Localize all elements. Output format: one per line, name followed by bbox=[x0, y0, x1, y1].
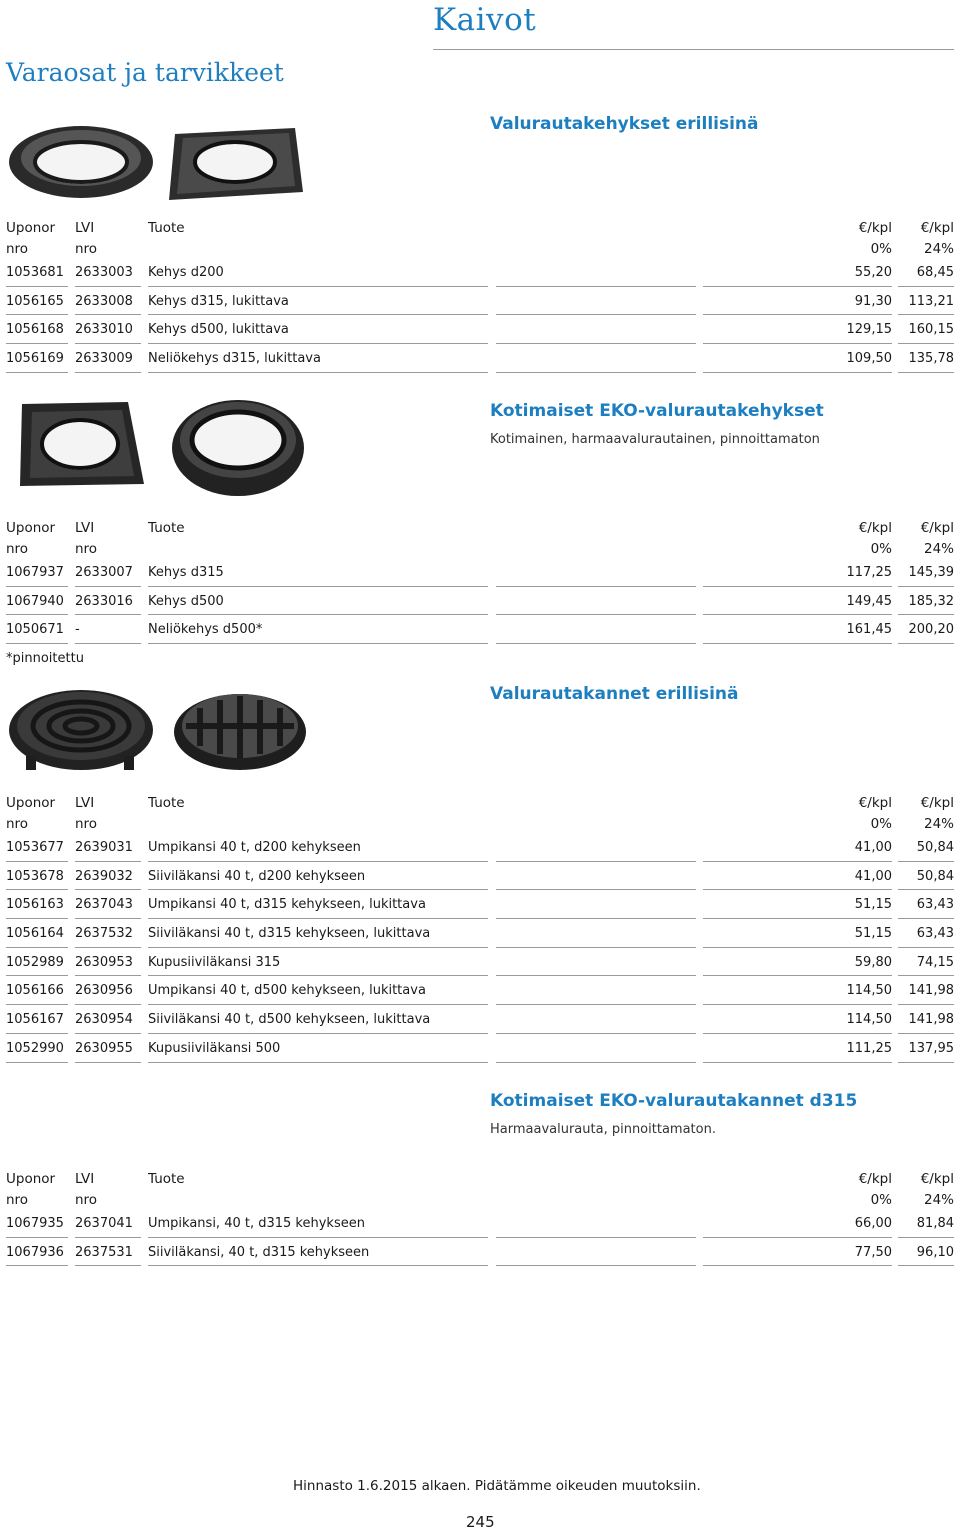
row-divider bbox=[703, 1033, 892, 1034]
row-divider bbox=[148, 343, 488, 344]
cell-tuote: Siiviläkansi, 40 t, d315 kehykseen bbox=[148, 1244, 370, 1260]
row-divider bbox=[75, 1062, 141, 1063]
col-price-24: €/kpl bbox=[920, 520, 954, 536]
row-divider bbox=[75, 975, 141, 976]
table-header-row bbox=[6, 218, 954, 239]
col-price-0: €/kpl bbox=[858, 520, 892, 536]
cell-tuote: Kehys d500 bbox=[148, 593, 224, 609]
row-divider bbox=[75, 314, 141, 315]
table-row bbox=[6, 835, 954, 864]
cell-tuote: Kehys d200 bbox=[148, 265, 224, 280]
cell-price-24: 160,15 bbox=[908, 322, 954, 338]
cell-lvi: 2633008 bbox=[75, 293, 133, 309]
col-uponor-nro: nro bbox=[6, 241, 29, 257]
row-divider bbox=[75, 614, 141, 615]
price-table-4 bbox=[6, 1169, 954, 1268]
col-vat-24: 24% bbox=[923, 241, 954, 257]
section-subheading-2: Kotimainen, harmaavalurautainen, pinnoittamaton bbox=[490, 432, 820, 447]
cover-grate-image bbox=[170, 680, 310, 775]
cell-lvi: 2630955 bbox=[75, 1040, 133, 1056]
table-row bbox=[6, 260, 954, 289]
table-header-row-2 bbox=[6, 1190, 954, 1211]
cell-uponor: 1056164 bbox=[6, 926, 64, 942]
row-divider bbox=[75, 286, 141, 287]
row-divider bbox=[148, 947, 488, 948]
row-divider bbox=[496, 286, 696, 287]
row-divider bbox=[75, 372, 141, 373]
row-divider bbox=[898, 889, 954, 890]
cover-solid-image bbox=[6, 680, 156, 775]
table-header-row bbox=[6, 518, 954, 539]
row-divider bbox=[898, 314, 954, 315]
row-divider bbox=[496, 314, 696, 315]
table-row bbox=[6, 617, 954, 646]
cell-price-0: 91,30 bbox=[854, 293, 892, 309]
cell-uponor: 1056166 bbox=[6, 983, 64, 999]
row-divider bbox=[496, 1237, 696, 1238]
row-divider bbox=[6, 1265, 68, 1266]
row-divider bbox=[148, 314, 488, 315]
row-divider bbox=[496, 643, 696, 644]
section-heading-2: Kotimaiset EKO-valurautakehykset bbox=[490, 401, 824, 421]
cell-lvi: 2637532 bbox=[75, 926, 133, 942]
cell-lvi: 2630954 bbox=[75, 1012, 133, 1028]
cell-uponor: 1052989 bbox=[6, 954, 64, 970]
cell-lvi: 2637041 bbox=[75, 1216, 133, 1231]
cell-lvi: 2630953 bbox=[75, 954, 133, 970]
table-header-row-2 bbox=[6, 814, 954, 835]
cell-price-0: 41,00 bbox=[854, 840, 892, 855]
cell-price-24: 141,98 bbox=[908, 983, 954, 999]
col-lvi: LVI bbox=[75, 520, 95, 536]
row-divider bbox=[6, 1033, 68, 1034]
row-divider bbox=[6, 643, 68, 644]
row-divider bbox=[6, 586, 68, 587]
row-divider bbox=[6, 614, 68, 615]
row-divider bbox=[75, 889, 141, 890]
row-divider bbox=[703, 947, 892, 948]
row-divider bbox=[75, 1033, 141, 1034]
row-divider bbox=[703, 1265, 892, 1266]
row-divider bbox=[6, 286, 68, 287]
row-divider bbox=[898, 861, 954, 862]
price-table-1 bbox=[6, 218, 954, 375]
col-uponor: Uponor bbox=[6, 1171, 56, 1187]
table-row bbox=[6, 1007, 954, 1036]
cell-price-0: 114,50 bbox=[846, 983, 892, 999]
row-divider bbox=[6, 1004, 68, 1005]
col-price-24: €/kpl bbox=[920, 220, 954, 236]
row-divider bbox=[75, 643, 141, 644]
table-header-row-2 bbox=[6, 239, 954, 260]
row-divider bbox=[898, 975, 954, 976]
cell-price-0: 149,45 bbox=[846, 593, 892, 609]
row-divider bbox=[898, 372, 954, 373]
col-price-0: €/kpl bbox=[858, 1171, 892, 1187]
cell-tuote: Umpikansi 40 t, d315 kehykseen, lukittava bbox=[148, 897, 426, 913]
table-row bbox=[6, 1036, 954, 1065]
cell-lvi: 2637531 bbox=[75, 1244, 133, 1260]
col-lvi: LVI bbox=[75, 220, 95, 236]
row-divider bbox=[898, 614, 954, 615]
row-divider bbox=[496, 614, 696, 615]
cell-price-24: 145,39 bbox=[908, 565, 954, 580]
table-row bbox=[6, 560, 954, 589]
row-divider bbox=[703, 1237, 892, 1238]
col-tuote: Tuote bbox=[148, 795, 185, 811]
row-divider bbox=[6, 861, 68, 862]
cell-tuote: Siiviläkansi 40 t, d315 kehykseen, lukittava bbox=[148, 926, 431, 942]
cell-price-0: 77,50 bbox=[854, 1244, 892, 1260]
eko-round-frame-image bbox=[168, 390, 308, 500]
cell-uponor: 1056163 bbox=[6, 897, 64, 913]
col-vat-24: 24% bbox=[923, 816, 954, 832]
row-divider bbox=[75, 586, 141, 587]
col-price-24: €/kpl bbox=[920, 1171, 954, 1187]
row-divider bbox=[703, 1062, 892, 1063]
row-divider bbox=[6, 1237, 68, 1238]
cell-price-0: 161,45 bbox=[846, 622, 892, 638]
row-divider bbox=[496, 1004, 696, 1005]
col-lvi: LVI bbox=[75, 1171, 95, 1187]
cell-uponor: 1056169 bbox=[6, 351, 64, 367]
row-divider bbox=[148, 861, 488, 862]
row-divider bbox=[898, 286, 954, 287]
cell-lvi: - bbox=[75, 622, 80, 638]
row-divider bbox=[703, 314, 892, 315]
cell-lvi: 2630956 bbox=[75, 983, 133, 999]
row-divider bbox=[75, 918, 141, 919]
cell-price-24: 63,43 bbox=[916, 926, 954, 942]
square-frame-d500-image bbox=[18, 400, 146, 488]
row-divider bbox=[898, 1004, 954, 1005]
table-row bbox=[6, 317, 954, 346]
row-divider bbox=[703, 889, 892, 890]
cell-uponor: 1050671 bbox=[6, 622, 64, 638]
col-uponor-nro: nro bbox=[6, 1192, 29, 1208]
section-subheading-4: Harmaavalurauta, pinnoittamaton. bbox=[490, 1122, 716, 1137]
cell-tuote: Neliökehys d500* bbox=[148, 622, 263, 638]
row-divider bbox=[703, 918, 892, 919]
section-title: Varaosat ja tarvikkeet bbox=[6, 58, 284, 87]
page-number: 245 bbox=[466, 1513, 495, 1531]
row-divider bbox=[898, 343, 954, 344]
cell-uponor: 1053681 bbox=[6, 265, 64, 280]
col-uponor-nro: nro bbox=[6, 816, 29, 832]
row-divider bbox=[75, 343, 141, 344]
col-lvi: LVI bbox=[75, 795, 95, 811]
cell-uponor: 1056167 bbox=[6, 1012, 64, 1028]
row-divider bbox=[898, 586, 954, 587]
row-divider bbox=[6, 372, 68, 373]
col-price-24: €/kpl bbox=[920, 795, 954, 811]
cell-price-24: 50,84 bbox=[916, 868, 954, 884]
table-row bbox=[6, 978, 954, 1007]
row-divider bbox=[703, 586, 892, 587]
cell-price-24: 68,45 bbox=[916, 265, 954, 280]
cell-price-0: 109,50 bbox=[846, 351, 892, 367]
cell-price-0: 55,20 bbox=[854, 265, 892, 280]
cell-price-0: 51,15 bbox=[854, 926, 892, 942]
col-price-0: €/kpl bbox=[858, 220, 892, 236]
row-divider bbox=[496, 1265, 696, 1266]
col-lvi-nro: nro bbox=[75, 541, 98, 557]
row-divider bbox=[496, 947, 696, 948]
cell-price-0: 114,50 bbox=[846, 1012, 892, 1028]
col-vat-24: 24% bbox=[923, 541, 954, 557]
cell-lvi: 2633007 bbox=[75, 565, 133, 580]
cell-uponor: 1053678 bbox=[6, 868, 64, 884]
section-heading-1: Valurautakehykset erillisinä bbox=[490, 114, 759, 134]
col-lvi-nro: nro bbox=[75, 241, 98, 257]
footer-note: Hinnasto 1.6.2015 alkaen. Pidätämme oikeuden muutoksiin. bbox=[293, 1478, 701, 1494]
row-divider bbox=[703, 643, 892, 644]
col-uponor-nro: nro bbox=[6, 541, 29, 557]
col-uponor: Uponor bbox=[6, 520, 56, 536]
col-uponor: Uponor bbox=[6, 220, 56, 236]
row-divider bbox=[703, 286, 892, 287]
row-divider bbox=[75, 947, 141, 948]
cell-tuote: Kehys d315, lukittava bbox=[148, 293, 289, 309]
cell-price-24: 141,98 bbox=[908, 1012, 954, 1028]
row-divider bbox=[496, 861, 696, 862]
col-lvi-nro: nro bbox=[75, 816, 98, 832]
cell-price-24: 63,43 bbox=[916, 897, 954, 913]
row-divider bbox=[6, 889, 68, 890]
row-divider bbox=[496, 343, 696, 344]
col-uponor: Uponor bbox=[6, 795, 56, 811]
cell-tuote: Umpikansi 40 t, d500 kehykseen, lukittava bbox=[148, 983, 426, 999]
cell-lvi: 2633016 bbox=[75, 593, 133, 609]
table-row bbox=[6, 892, 954, 921]
row-divider bbox=[703, 861, 892, 862]
cell-price-0: 111,25 bbox=[846, 1040, 892, 1056]
section-heading-3: Valurautakannet erillisinä bbox=[490, 684, 739, 704]
table-row bbox=[6, 864, 954, 893]
cell-tuote: Siiviläkansi 40 t, d200 kehykseen bbox=[148, 868, 366, 884]
cell-price-0: 117,25 bbox=[846, 565, 892, 580]
row-divider bbox=[496, 1062, 696, 1063]
col-vat-0: 0% bbox=[870, 541, 892, 557]
row-divider bbox=[148, 889, 488, 890]
price-table-2 bbox=[6, 518, 954, 646]
table-row bbox=[6, 921, 954, 950]
row-divider bbox=[496, 918, 696, 919]
row-divider bbox=[703, 1004, 892, 1005]
table-row bbox=[6, 950, 954, 979]
cell-tuote: Neliökehys d315, lukittava bbox=[148, 351, 321, 367]
col-tuote: Tuote bbox=[148, 520, 185, 536]
col-vat-0: 0% bbox=[870, 241, 892, 257]
row-divider bbox=[148, 1004, 488, 1005]
cell-tuote: Umpikansi 40 t, d200 kehykseen bbox=[148, 840, 361, 855]
cell-lvi: 2639032 bbox=[75, 868, 133, 884]
cell-tuote: Kehys d500, lukittava bbox=[148, 322, 289, 338]
cell-uponor: 1052990 bbox=[6, 1040, 64, 1056]
cell-uponor: 1067937 bbox=[6, 565, 64, 580]
cell-lvi: 2633009 bbox=[75, 351, 133, 367]
cell-price-0: 129,15 bbox=[846, 322, 892, 338]
row-divider bbox=[75, 1237, 141, 1238]
cell-uponor: 1067936 bbox=[6, 1244, 64, 1260]
row-divider bbox=[6, 947, 68, 948]
col-vat-0: 0% bbox=[870, 816, 892, 832]
row-divider bbox=[703, 614, 892, 615]
col-vat-0: 0% bbox=[870, 1192, 892, 1208]
cell-price-24: 74,15 bbox=[916, 954, 954, 970]
row-divider bbox=[703, 975, 892, 976]
page-title: Kaivot bbox=[433, 2, 537, 38]
cell-tuote: Siiviläkansi 40 t, d500 kehykseen, lukittava bbox=[148, 1012, 431, 1028]
cell-price-0: 66,00 bbox=[854, 1216, 892, 1231]
cell-lvi: 2639031 bbox=[75, 840, 133, 855]
row-divider bbox=[898, 918, 954, 919]
round-frame-image bbox=[6, 122, 156, 202]
row-divider bbox=[148, 1062, 488, 1063]
square-frame-image bbox=[165, 124, 305, 206]
cell-tuote: Kupusiiviläkansi 500 bbox=[148, 1040, 281, 1056]
table-header-row-2 bbox=[6, 539, 954, 560]
cell-tuote: Kehys d315 bbox=[148, 565, 224, 580]
row-divider bbox=[6, 1062, 68, 1063]
col-tuote: Tuote bbox=[148, 1171, 185, 1187]
table-row bbox=[6, 289, 954, 318]
row-divider bbox=[898, 1237, 954, 1238]
table-row bbox=[6, 346, 954, 375]
cell-price-24: 96,10 bbox=[916, 1244, 954, 1260]
col-tuote: Tuote bbox=[148, 220, 185, 236]
cell-lvi: 2633003 bbox=[75, 265, 133, 280]
row-divider bbox=[75, 1265, 141, 1266]
cell-uponor: 1056165 bbox=[6, 293, 64, 309]
row-divider bbox=[148, 918, 488, 919]
col-vat-24: 24% bbox=[923, 1192, 954, 1208]
row-divider bbox=[703, 372, 892, 373]
cell-uponor: 1067940 bbox=[6, 593, 64, 609]
cell-uponor: 1053677 bbox=[6, 840, 64, 855]
table-row bbox=[6, 1211, 954, 1240]
row-divider bbox=[6, 918, 68, 919]
row-divider bbox=[148, 614, 488, 615]
row-divider bbox=[898, 1033, 954, 1034]
row-divider bbox=[496, 372, 696, 373]
row-divider bbox=[6, 314, 68, 315]
cell-lvi: 2637043 bbox=[75, 897, 133, 913]
cell-uponor: 1067935 bbox=[6, 1216, 64, 1231]
row-divider bbox=[148, 286, 488, 287]
row-divider bbox=[898, 947, 954, 948]
col-lvi-nro: nro bbox=[75, 1192, 98, 1208]
row-divider bbox=[75, 1004, 141, 1005]
table-row bbox=[6, 1240, 954, 1269]
cell-tuote: Kupusiiviläkansi 315 bbox=[148, 954, 281, 970]
cell-uponor: 1056168 bbox=[6, 322, 64, 338]
price-table-3 bbox=[6, 793, 954, 1065]
row-divider bbox=[6, 343, 68, 344]
row-divider bbox=[496, 889, 696, 890]
cell-price-24: 113,21 bbox=[908, 293, 954, 309]
row-divider bbox=[148, 1265, 488, 1266]
title-rule bbox=[433, 49, 954, 50]
cell-price-0: 51,15 bbox=[854, 897, 892, 913]
row-divider bbox=[148, 975, 488, 976]
row-divider bbox=[496, 1033, 696, 1034]
cell-price-0: 59,80 bbox=[854, 954, 892, 970]
table-row bbox=[6, 589, 954, 618]
cell-price-24: 50,84 bbox=[916, 840, 954, 855]
row-divider bbox=[148, 643, 488, 644]
row-divider bbox=[898, 643, 954, 644]
cell-price-24: 185,32 bbox=[908, 593, 954, 609]
cell-price-24: 137,95 bbox=[908, 1040, 954, 1056]
row-divider bbox=[148, 1237, 488, 1238]
cell-tuote: Umpikansi, 40 t, d315 kehykseen bbox=[148, 1216, 365, 1231]
cell-price-0: 41,00 bbox=[854, 868, 892, 884]
row-divider bbox=[148, 1033, 488, 1034]
footnote: *pinnoitettu bbox=[6, 651, 84, 666]
table-header-row bbox=[6, 1169, 954, 1190]
row-divider bbox=[898, 1062, 954, 1063]
col-price-0: €/kpl bbox=[858, 795, 892, 811]
cell-price-24: 200,20 bbox=[908, 622, 954, 638]
row-divider bbox=[148, 372, 488, 373]
row-divider bbox=[703, 343, 892, 344]
cell-lvi: 2633010 bbox=[75, 322, 133, 338]
row-divider bbox=[496, 975, 696, 976]
row-divider bbox=[6, 975, 68, 976]
row-divider bbox=[898, 1265, 954, 1266]
section-heading-4: Kotimaiset EKO-valurautakannet d315 bbox=[490, 1091, 858, 1111]
row-divider bbox=[496, 586, 696, 587]
table-header-row bbox=[6, 793, 954, 814]
row-divider bbox=[148, 586, 488, 587]
row-divider bbox=[75, 861, 141, 862]
cell-price-24: 81,84 bbox=[916, 1216, 954, 1231]
cell-price-24: 135,78 bbox=[908, 351, 954, 367]
